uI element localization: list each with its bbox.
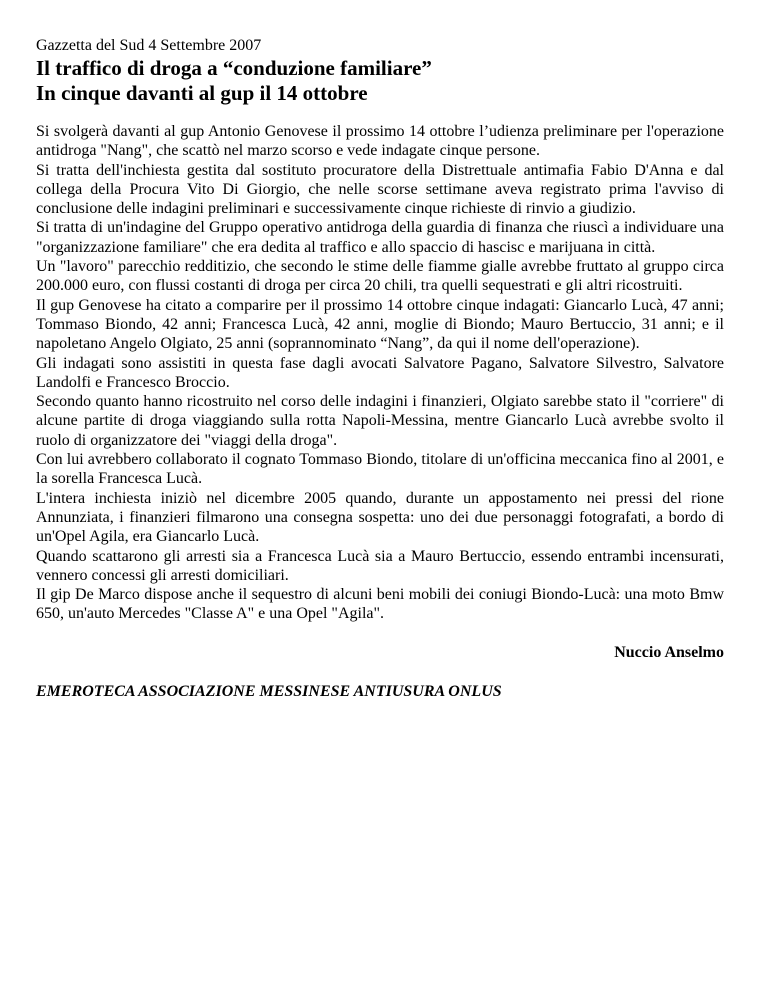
paragraph: Il gup Genovese ha citato a comparire per il prossimo 14 ottobre cinque indagati: Giancarlo Lucà, 47 anni; Tommaso Biondo, 42 anni; Francesca Lucà, 42 anni, moglie di Biondo; Mauro Bertuccio, 31 anni; e il napoletano Angelo Olgiato, 25 anni (soprannominato “Nang”, da qui il nome dell'operazione). <box>36 296 724 353</box>
article-page <box>36 36 724 702</box>
paragraph: Il gip De Marco dispose anche il sequestro di alcuni beni mobili dei coniugi Biondo-Lucà: una moto Bmw 650, un'auto Mercedes "Classe A" e una Opel "Agila". <box>36 586 724 623</box>
paragraph: Con lui avrebbero collaborato il cognato Tommaso Biondo, titolare di un'officina meccanica fino al 2001, e la sorella Francesca Lucà. <box>36 451 724 488</box>
paragraph: L'intera inchiesta iniziò nel dicembre 2005 quando, durante un appostamento nei pressi del rione Annunziata, i finanzieri filmarono una consegna sospetta: uno dei due personaggi fotografati, a bordo di un'Opel Agila, era Giancarlo Lucà. <box>36 489 724 546</box>
archive-footer: EMEROTECA ASSOCIAZIONE MESSINESE ANTIUSURA ONLUS <box>36 682 502 700</box>
paragraph: Si tratta dell'inchiesta gestita dal sostituto procuratore della Distrettuale antimafia Fabio D'Anna e dal collega della Procura Vito Di Giorgio, che nelle scorse settimane aveva registrato prima l'avviso di conclusione delle indagini preliminari e successivamente cinque richieste di rinvio a giudizio. <box>36 161 724 218</box>
headline <box>36 56 724 106</box>
paragraph: Si svolgerà davanti al gup Antonio Genovese il prossimo 14 ottobre l’udienza preliminare per l'operazione antidroga "Nang", che scattò nel marzo scorso e vede indagate cinque persone. <box>36 123 724 160</box>
paragraph: Quando scattarono gli arresti sia a Francesca Lucà sia a Mauro Bertuccio, essendo entrambi incensurati, vennero concessi gli arresti domiciliari. <box>36 547 724 584</box>
source-line: Gazzetta del Sud 4 Settembre 2007 <box>36 37 262 54</box>
paragraph: Si tratta di un'indagine del Gruppo operativo antidroga della guardia di finanza che riuscì a individuare una "organizzazione familiare" che era dedita al traffico e allo spaccio di hascisc e marijuana in città. <box>36 219 724 256</box>
headline-line-2: In cinque davanti al gup il 14 ottobre <box>36 81 368 105</box>
article-body <box>36 122 724 624</box>
paragraph: Secondo quanto hanno ricostruito nel corso delle indagini i finanzieri, Olgiato sarebbe stato il "corriere" di alcune partite di droga viaggiando sulla rotta Napoli-Messina, mentre Giancarlo Lucà avrebbe svolto il ruolo di organizzatore dei "viaggi della droga". <box>36 393 724 449</box>
author-signature: Nuccio Anselmo <box>614 643 724 661</box>
headline-line-1: Il traffico di droga a “conduzione familiare” <box>36 56 432 80</box>
paragraph: Gli indagati sono assistiti in questa fase dagli avocati Salvatore Pagano, Salvatore Silvestro, Salvatore Landolfi e Francesco Broccio. <box>36 354 724 391</box>
paragraph: Un "lavoro" parecchio redditizio, che secondo le stime delle fiamme gialle avrebbe fruttato al gruppo circa 200.000 euro, con flussi costanti di droga per circa 20 chili, tra quelli sequestrati e gli altri ricostruiti. <box>36 258 724 295</box>
